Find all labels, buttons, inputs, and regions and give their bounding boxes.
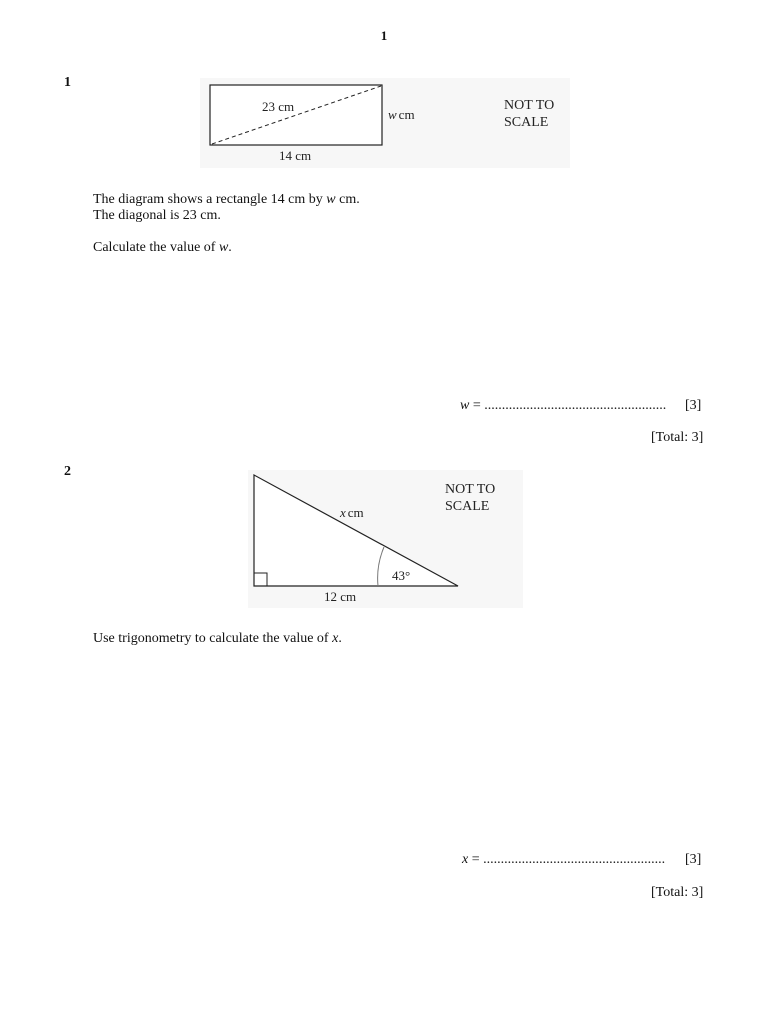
not-to-scale-line2: SCALE	[445, 499, 490, 514]
question-2-instruction: Use trigonometry to calculate the value of x.	[93, 631, 342, 646]
rectangle-diagram	[200, 78, 570, 168]
rectangle-shape	[210, 85, 382, 145]
width-label: w cm	[388, 107, 415, 122]
question-1-text-line2: The diagonal is 23 cm.	[93, 208, 221, 223]
diagonal-label: 23 cm	[262, 99, 295, 114]
question-2-marks: [3]	[685, 852, 702, 867]
base-label: 12 cm	[324, 589, 357, 604]
angle-label: 43°	[392, 568, 411, 583]
not-to-scale-line1: NOT TO	[445, 482, 496, 497]
triangle-diagram	[248, 470, 523, 608]
question-1-total: [Total: 3]	[651, 430, 704, 445]
page-number: 1	[380, 28, 388, 43]
base-label: 14 cm	[279, 148, 312, 163]
question-1-instruction: Calculate the value of w.	[93, 240, 232, 255]
question-1-text-line1: The diagram shows a rectangle 14 cm by w cm.	[93, 192, 360, 207]
question-1-number: 1	[64, 75, 71, 90]
question-2-number: 2	[64, 464, 71, 479]
question-1-answer-line[interactable]: w = ....................................................	[460, 398, 667, 413]
not-to-scale-line2: SCALE	[504, 115, 549, 130]
question-2-answer-line[interactable]: x = ....................................................	[462, 852, 666, 867]
question-1-marks: [3]	[685, 398, 702, 413]
not-to-scale-line1: NOT TO	[504, 98, 555, 113]
question-2-total: [Total: 3]	[651, 885, 704, 900]
hypotenuse-label: x cm	[340, 505, 364, 520]
